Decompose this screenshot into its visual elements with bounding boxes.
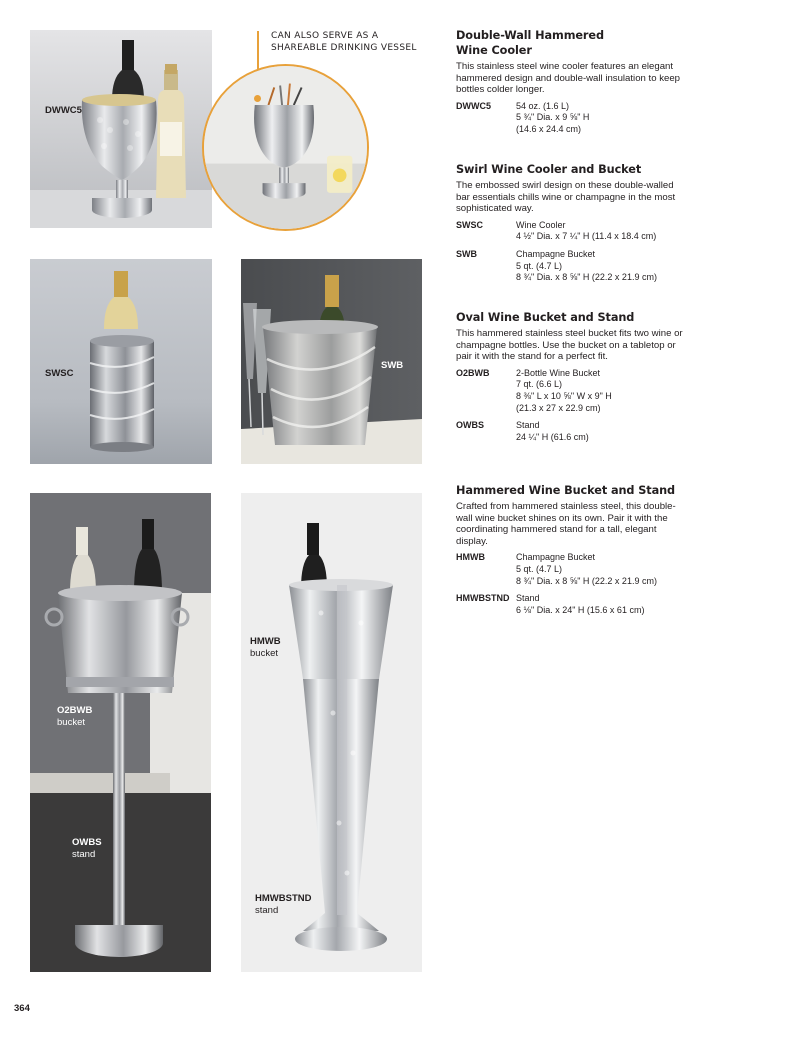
- wine-cooler-image: [30, 30, 212, 228]
- tag-code: HMWB: [250, 636, 281, 647]
- sku-detail-line: 24 ¼" H (61.6 cm): [516, 431, 589, 442]
- oval-bucket-and-stand-image: [30, 493, 211, 972]
- sku-row: [456, 368, 686, 414]
- callout-circle-photo: [202, 64, 369, 231]
- sku-details: [516, 249, 657, 284]
- tag-hmwbstnd: [255, 893, 311, 917]
- sku-row: [456, 220, 686, 243]
- tag-code: SWSC: [45, 368, 74, 379]
- sku-code: O2BWB: [456, 367, 490, 378]
- sku-row: [456, 593, 686, 616]
- tag-sub: bucket: [250, 648, 278, 659]
- sku-detail-line: 7 qt. (6.6 L): [516, 379, 563, 390]
- sku-row: [456, 101, 686, 136]
- callout-text: [271, 30, 431, 54]
- sku-row: [456, 552, 686, 587]
- photo-o2bwb-owbs: [30, 493, 211, 972]
- sku-details: [516, 420, 589, 443]
- sku-detail-line: Champagne Bucket: [516, 552, 596, 563]
- tag-swb: [381, 360, 403, 372]
- product-title-line: Double-Wall Hammered: [456, 29, 604, 42]
- sku-details: [516, 368, 612, 414]
- callout-leader-dot: [254, 95, 261, 102]
- sku-details: [516, 552, 657, 587]
- tag-hmwb: [250, 636, 281, 660]
- page-number: 364: [14, 1003, 30, 1014]
- tag-code: HMWBSTND: [255, 893, 312, 904]
- product-description: Crafted from hammered stainless steel, this double-wall wine bucket shines on its own. Pair it with the coordinating hammered stand for a tall, elegant display.: [456, 501, 676, 547]
- product-description: This stainless steel wine cooler features an elegant hammered design and double-wall insulation to keep bottles colder longer.: [456, 61, 680, 96]
- tag-code: DWWC5: [45, 105, 82, 116]
- callout-line-1: CAN ALSO SERVE AS A: [271, 31, 379, 41]
- tag-o2bwb: [57, 705, 92, 729]
- product-title-line: Swirl Wine Cooler and Bucket: [456, 163, 642, 176]
- tag-sub: bucket: [57, 717, 85, 728]
- sku-detail-line: 6 ⅛" Dia. x 24" H (15.6 x 61 cm): [516, 604, 645, 615]
- product-hammered-wine-bucket-stand: [456, 483, 686, 616]
- product-oval-wine-bucket-stand: [456, 310, 686, 443]
- sku-row: [456, 249, 686, 284]
- product-title-line: Wine Cooler: [456, 44, 532, 57]
- tag-code: O2BWB: [57, 705, 93, 716]
- product-description: The embossed swirl design on these double-walled bar essentials chills wine or champagne in the most sophisticated way.: [456, 180, 676, 215]
- product-title: [456, 162, 686, 177]
- tag-owbs: [72, 837, 102, 861]
- product-title-line: Oval Wine Bucket and Stand: [456, 311, 635, 324]
- product-double-wall-wine-cooler: [456, 28, 686, 136]
- sku-detail-line: (14.6 x 24.4 cm): [516, 123, 582, 134]
- tag-sub: stand: [72, 849, 96, 860]
- sku-detail-line: (21.3 x 27 x 22.9 cm): [516, 402, 601, 413]
- sku-details: [516, 220, 656, 243]
- sku-detail-line: 4 ½" Dia. x 7 ¼" H (11.4 x 18.4 cm): [516, 231, 657, 242]
- product-title: [456, 28, 686, 58]
- product-title: [456, 310, 686, 325]
- sku-code: SWB: [456, 248, 477, 259]
- photo-swsc: [30, 259, 212, 464]
- sku-code: HMWBSTND: [456, 593, 510, 604]
- sku-detail-line: Champagne Bucket: [516, 248, 596, 259]
- sku-detail-line: Stand: [516, 420, 540, 431]
- sku-detail-line: Stand: [516, 593, 540, 604]
- sku-code: DWWC5: [456, 100, 491, 111]
- photo-swb: [241, 259, 422, 464]
- sku-detail-line: 8 ¾" Dia. x 8 ⅝" H (22.2 x 21.9 cm): [516, 272, 657, 283]
- sku-detail-line: 54 oz. (1.6 L): [516, 100, 570, 111]
- sku-detail-line: 5 ¾" Dia. x 9 ⅝" H: [516, 112, 590, 123]
- drinking-vessel-image: [204, 66, 367, 229]
- tag-code: OWBS: [72, 837, 102, 848]
- swirl-wine-cooler-image: [30, 259, 212, 464]
- tag-sub: stand: [255, 905, 279, 916]
- sku-detail-line: 2-Bottle Wine Bucket: [516, 367, 601, 378]
- sku-detail-line: 8 ¾" Dia. x 8 ⅝" H (22.2 x 21.9 cm): [516, 575, 657, 586]
- photo-hmwb-hmwbstnd: [241, 493, 422, 972]
- sku-row: [456, 420, 686, 443]
- sku-detail-line: Wine Cooler: [516, 219, 566, 230]
- product-swirl-wine-cooler-bucket: [456, 162, 686, 284]
- product-title: [456, 483, 686, 498]
- callout-line-2: SHAREABLE DRINKING VESSEL: [271, 43, 417, 53]
- sku-details: [516, 101, 589, 136]
- photo-dwwc5: [30, 30, 212, 228]
- sku-code: OWBS: [456, 420, 484, 431]
- product-description: This hammered stainless steel bucket fits two wine or champagne bottles. Use the bucket on a tabletop or pair it with the stand for a perfect fit.: [456, 328, 683, 363]
- sku-detail-line: 5 qt. (4.7 L): [516, 260, 563, 271]
- sku-detail-line: 8 ⅜" L x 10 ⅝" W x 9" H: [516, 390, 612, 401]
- tag-dwwc5: [45, 105, 82, 117]
- sku-code: HMWB: [456, 552, 485, 563]
- tag-swsc: [45, 368, 74, 380]
- sku-details: [516, 593, 644, 616]
- sku-detail-line: 5 qt. (4.7 L): [516, 563, 563, 574]
- product-title-line: Hammered Wine Bucket and Stand: [456, 484, 676, 497]
- tag-code: SWB: [381, 360, 404, 371]
- sku-code: SWSC: [456, 219, 483, 230]
